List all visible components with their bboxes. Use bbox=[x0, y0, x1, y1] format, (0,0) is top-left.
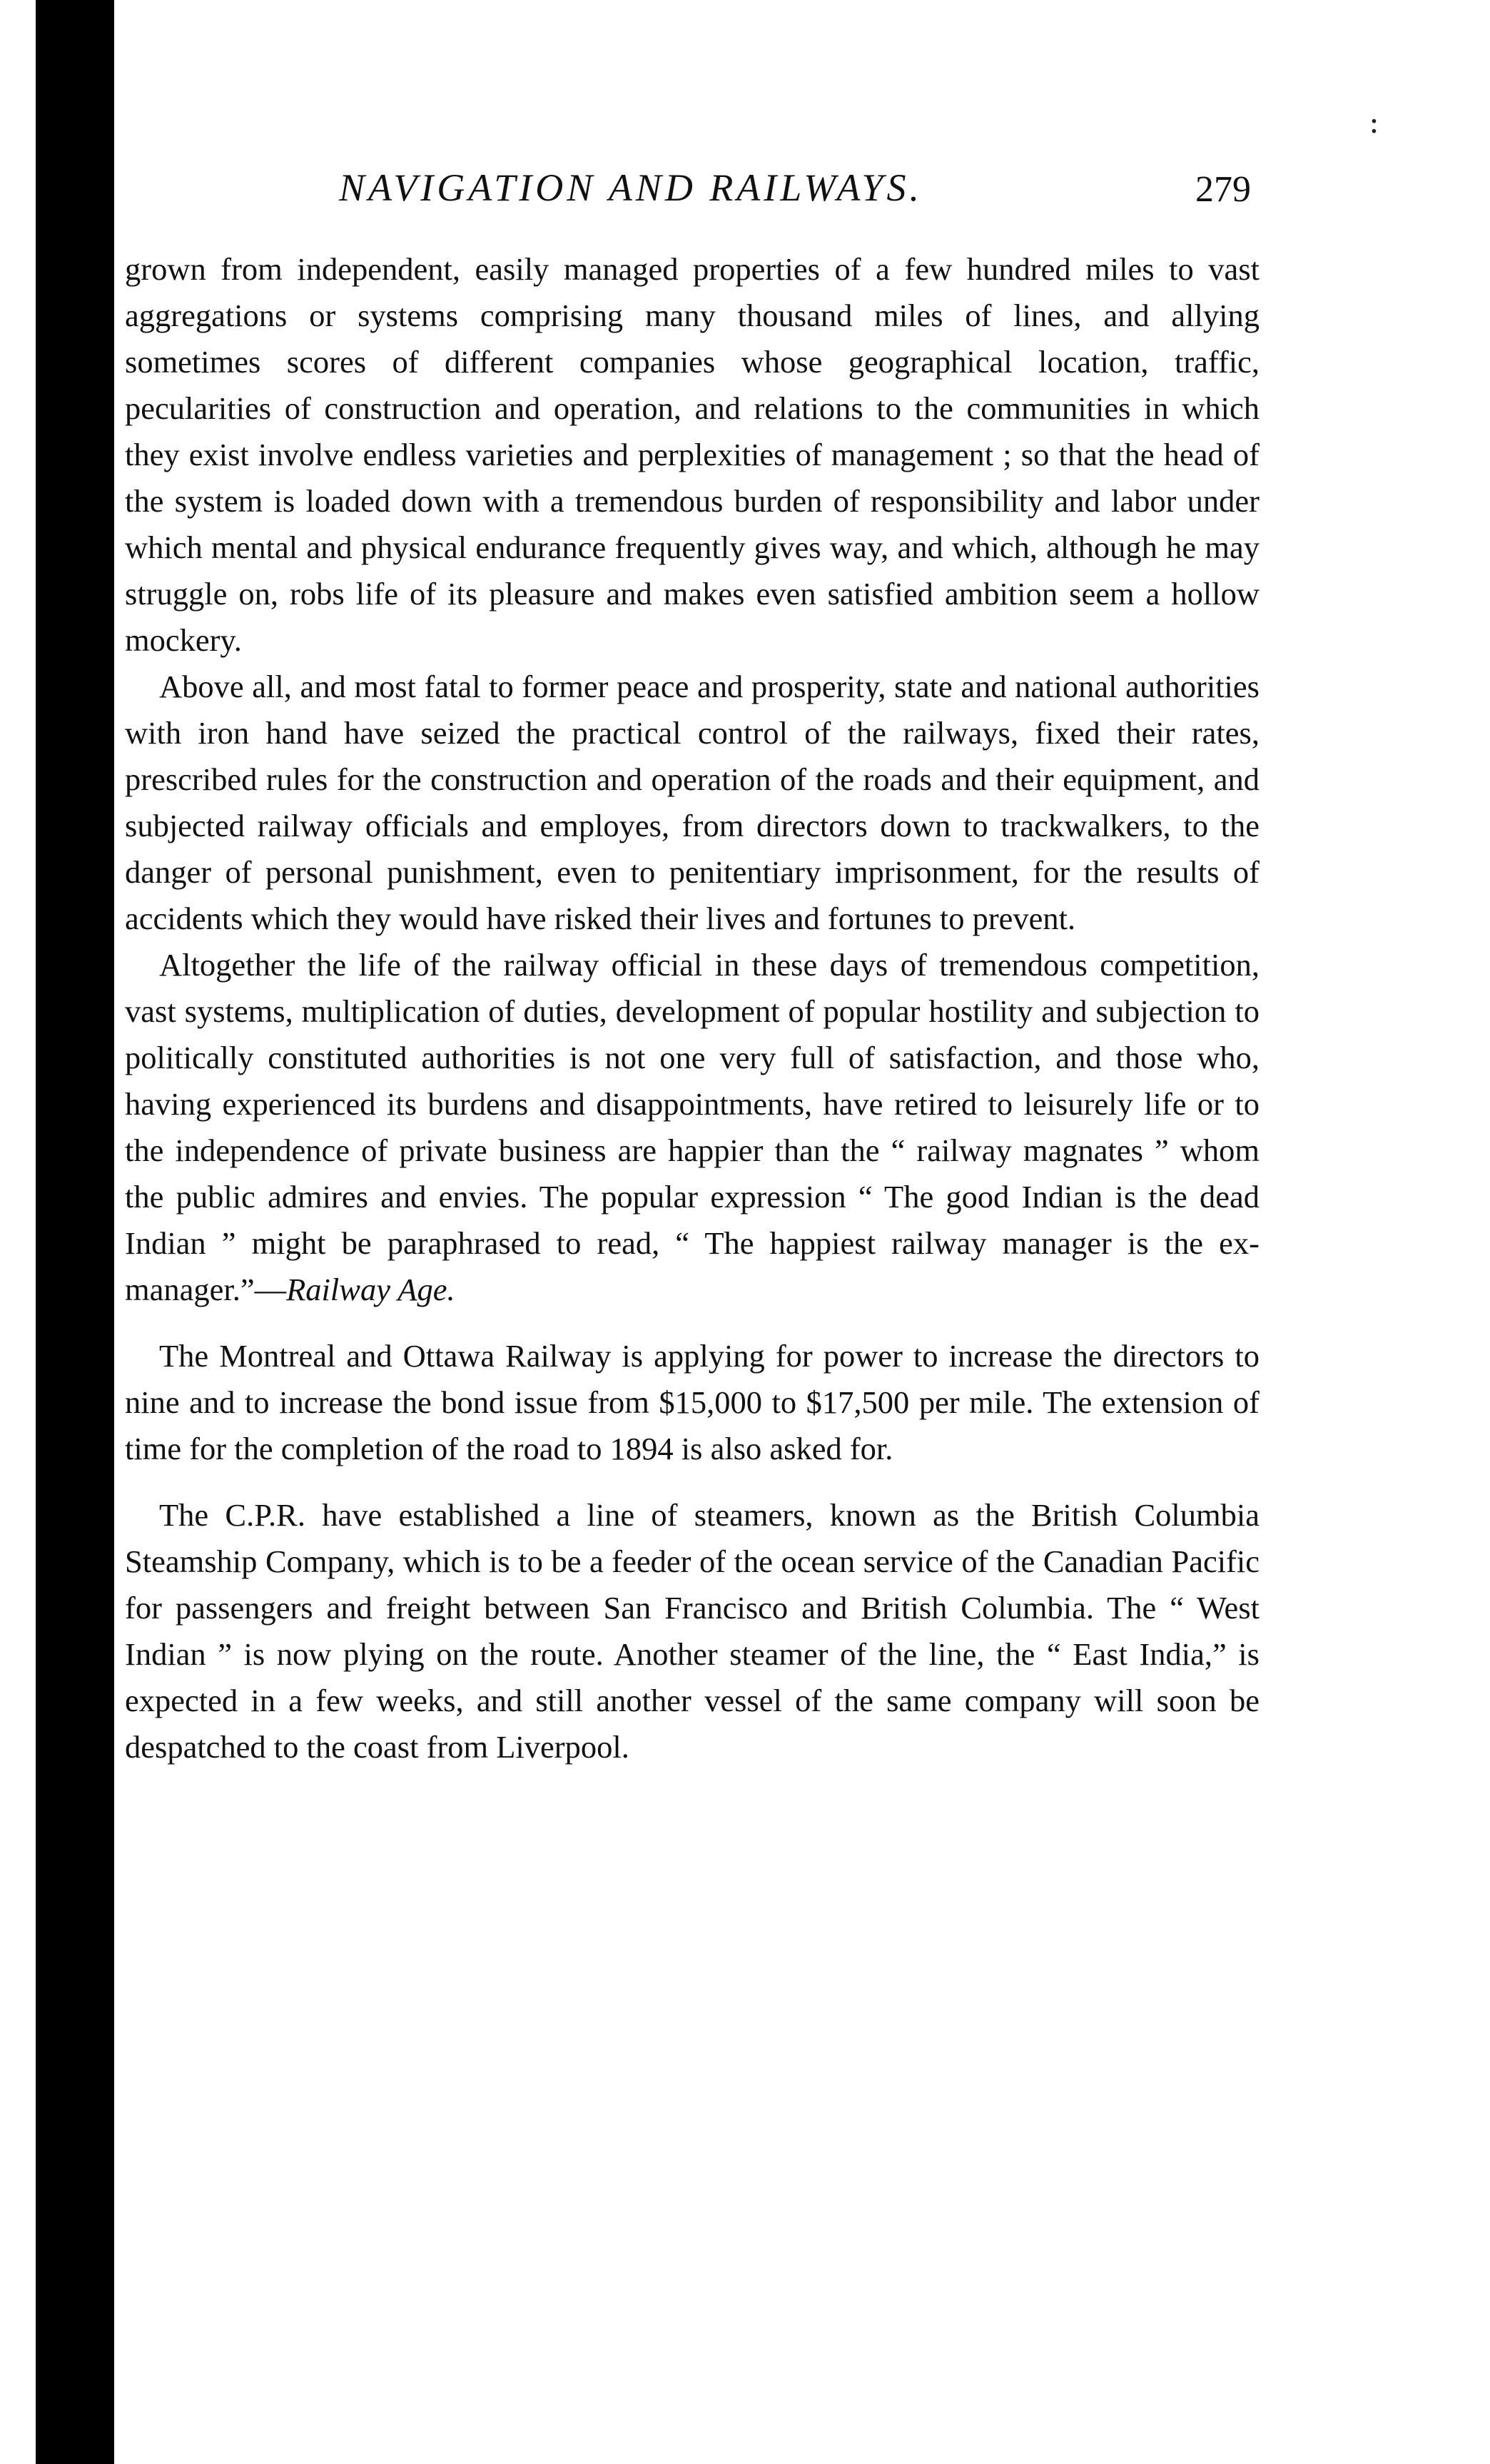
paragraph-montreal-ottawa: The Montreal and Ottawa Railway is applying for power to increase the directors to nine and to increase the bond issue from $15,000 to $17,500 per mile. The extension of time for the completion of the road to 1894 is also asked for. bbox=[125, 1338, 1260, 1466]
source-citation: Railway Age. bbox=[286, 1272, 455, 1307]
page-header bbox=[125, 166, 1260, 223]
page-number: 279 bbox=[1195, 169, 1251, 210]
paragraph-altogether bbox=[125, 942, 1260, 1313]
paragraph-above-all: Above all, and most fatal to former peace and prosperity, state and national authorities with iron hand have seized the practical control of the railways, fixed their rates, prescribed rules for the construction and operation of the roads and their equipment, and subjected railway officials and employes, from directors down to trackwalkers, to the danger of personal punishment, even to penitentiary imprisonment, for the results of accidents which they would have risked their lives and fortunes to prevent. bbox=[125, 669, 1260, 936]
margin-mark: : bbox=[1369, 104, 1379, 141]
running-title: NAVIGATION AND RAILWAYS. bbox=[339, 166, 923, 209]
paragraph-cpr-steamers: The C.P.R. have established a line of steamers, known as the British Columbia Steamship Company, which is to be a feeder of the ocean service of the Canadian Pacific for passengers and freight between San Francisco and British Columbia. The “ West Indian ” is now plying on the route. Another steamer of the line, the “ East India,” is expected in a few weeks, and still another vessel of the same company will soon be despatched to the coast from Liverpool. bbox=[125, 1497, 1260, 1765]
book-spine-shadow bbox=[36, 0, 114, 2464]
paragraph-altogether-text: Altogether the life of the railway official in these days of tremendous competition, vast systems, multiplication of duties, development of popular hostility and subjection to politically constituted authorities is not one very full of satisfaction, and those who, having experienced its burdens and disappointments, have retired to leisurely life or to the independence of private business are happier than the “ railway magnates ” whom the public admires and envies. The popular expression “ The good Indian is the dead Indian ” might be paraphrased to read, “ The happiest railway manager is the ex-manager.”— bbox=[125, 947, 1260, 1307]
paragraph-continuation: grown from independent, easily managed properties of a few hundred miles to vast aggregations or systems comprising many thousand miles of lines, and allying sometimes scores of different companies whose geographical location, traffic, pecularities of construction and operation, and relations to the communities in which they exist involve endless varieties and perplexities of management ; so that the head of the system is loaded down with a tremendous burden of responsibility and labor under which mental and physical endurance frequently gives way, and which, although he may struggle on, robs life of its pleasure and makes even satisfied ambition seem a hollow mockery. bbox=[125, 251, 1260, 658]
body-text bbox=[125, 246, 1260, 1770]
